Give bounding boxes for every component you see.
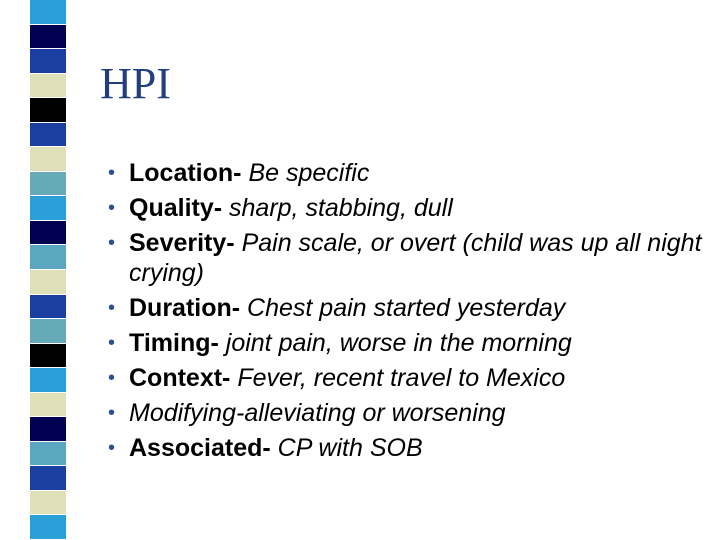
bullet-item [108,363,708,393]
bullet-item [108,158,708,188]
stripe-segment [30,49,66,74]
bullet-dot-icon: • [108,437,116,459]
bullet-dot-icon: • [108,232,116,254]
stripe-segment [30,344,66,369]
bullet-detail: sharp, stabbing, dull [229,194,453,222]
stripe-segment [30,245,66,270]
bullet-item [108,193,708,223]
bullet-item [108,398,708,428]
bullet-dot-icon: • [108,367,116,389]
bullet-item [108,433,708,463]
stripe-segment [30,98,66,123]
stripe-segment [30,295,66,320]
bullet-detail: CP with SOB [277,434,423,462]
stripe-segment [30,319,66,344]
bullet-dot-icon: • [108,402,116,424]
stripe-segment [30,368,66,393]
bullet-detail: joint pain, worse in the morning [225,329,572,357]
bullet-term: Associated- [129,434,278,462]
stripe-segment [30,123,66,148]
stripe-segment [30,515,66,540]
decorative-stripe-bar [30,0,66,540]
bullet-term: Severity- [129,229,242,257]
stripe-segment [30,442,66,467]
bullet-term: Timing- [129,329,226,357]
bullet-item [108,228,708,288]
bullet-term: Context- [129,364,238,392]
stripe-segment [30,25,66,50]
stripe-segment [30,466,66,491]
bullet-dot-icon: • [108,297,116,319]
stripe-segment [30,147,66,172]
stripe-segment [30,491,66,516]
bullet-dot-icon: • [108,197,116,219]
stripe-segment [30,393,66,418]
stripe-segment [30,74,66,99]
hpi-bullet-list [108,158,708,468]
bullet-detail: Fever, recent travel to Mexico [237,364,566,392]
bullet-term: Quality- [129,194,230,222]
bullet-dot-icon: • [108,332,116,354]
stripe-segment [30,196,66,221]
bullet-detail: Pain scale, or overt (child was up all night crying) [129,229,702,287]
bullet-term: Location- [129,159,249,187]
stripe-segment [30,270,66,295]
bullet-detail: Chest pain started yesterday [247,294,566,322]
bullet-dot-icon: • [108,162,116,184]
bullet-term: Duration- [129,294,248,322]
bullet-item [108,293,708,323]
stripe-segment [30,221,66,246]
bullet-detail: Be specific [248,159,370,187]
bullet-item [108,328,708,358]
slide-title: HPI [100,59,171,108]
stripe-segment [30,417,66,442]
stripe-segment [30,172,66,197]
bullet-detail: Modifying-alleviating or worsening [129,399,506,427]
stripe-segment [30,0,66,25]
